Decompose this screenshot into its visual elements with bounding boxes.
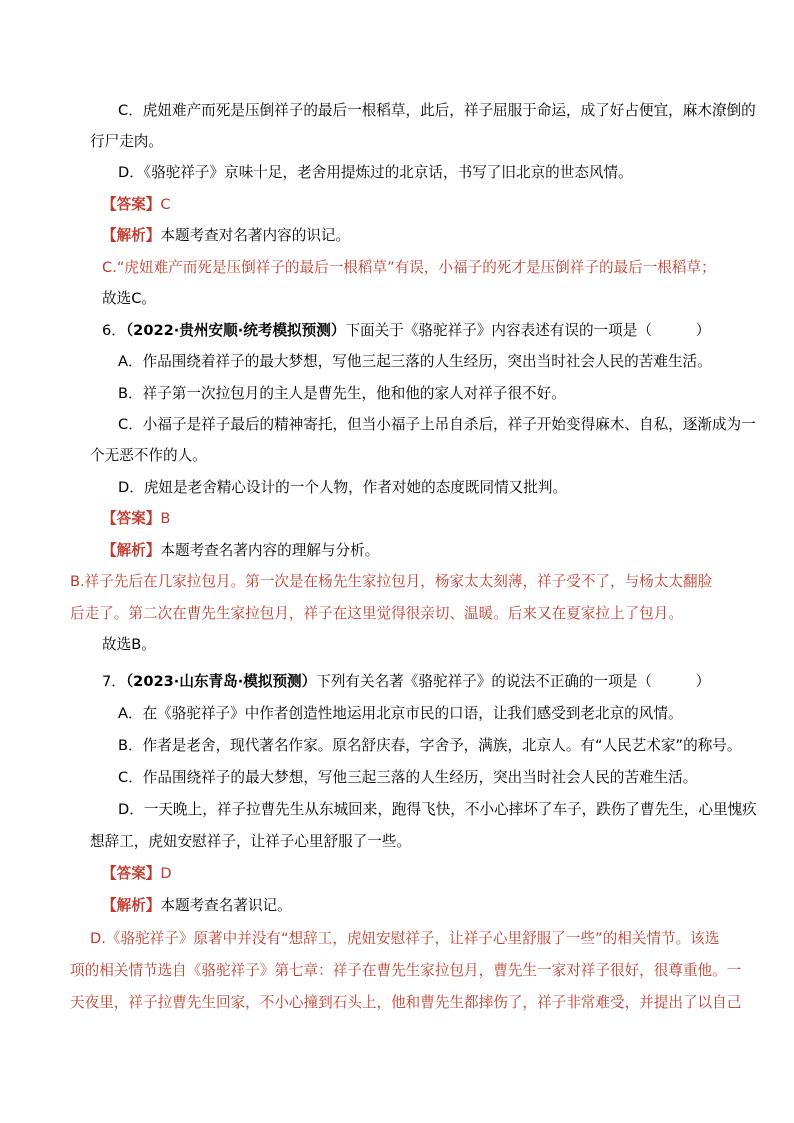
q5-analysis (102, 226, 350, 246)
q7-option-d-line1: D．一天晚上，祥子拉曹先生从东城回来，跑得飞快，不小心摔坏了车子，跌伤了曹先生，心里愧疚 (118, 801, 757, 818)
q6-stem (102, 321, 710, 341)
answer-tag: 【答案】 (102, 865, 161, 882)
analysis-text: 本题考查名著识记。 (160, 897, 292, 914)
q6-explanation-line2: 后走了。第二次在曹先生家拉包月，祥子在这里觉得很亲切、温暖。后来又在夏家拉上了包月。 (70, 605, 683, 622)
q7-question: 下列有关名著《骆驼祥子》的说法不正确的一项是（ ） (316, 673, 711, 690)
q5-option-c-line1: C．虎妞难产而死是压倒祥子的最后一根稻草，此后，祥子屈服于命运，成了好占便宜，麻木潦倒的 (118, 102, 756, 119)
analysis-tag: 【解析】 (102, 897, 161, 914)
q6-option-c-line2: 个无恶不作的人。 (90, 447, 207, 464)
q5-option-c-line2: 行尸走肉。 (90, 133, 163, 150)
q5-explanation-line1: C.“虎妞难产而死是压倒祥子的最后一根稻草”有误，小福子的死才是压倒祥子的最后一根稻草； (102, 259, 716, 276)
q7-option-d-line2: 想辞工，虎妞安慰祥子，让祥子心里舒服了一些。 (90, 833, 412, 850)
q6-answer (102, 509, 170, 529)
answer-tag: 【答案】 (102, 510, 161, 527)
answer-value: C (160, 196, 171, 213)
q6-option-d: D．虎妞是老舍精心设计的一个人物，作者对她的态度既同情又批判。 (118, 479, 568, 496)
q7-stem (102, 672, 710, 692)
analysis-tag: 【解析】 (102, 542, 161, 559)
q6-option-a: A．作品围绕着祥子的最大梦想，写他三起三落的人生经历，突出当时社会人民的苦难生活。 (118, 353, 712, 370)
q7-explanation-line2: 项的相关情节选自《骆驼祥子》第七章：祥子在曹先生家拉包月，曹先生一家对祥子很好，很尊重他。一 (70, 962, 742, 979)
analysis-tag: 【解析】 (102, 227, 161, 244)
q7-option-b: B．作者是老舍，现代著名作家。原名舒庆春，字舍予，满族，北京人。有“人民艺术家”的称号。 (118, 737, 742, 754)
q6-explanation-line1: B.祥子先后在几家拉包月。第一次是在杨先生家拉包月，杨家太太刻薄，祥子受不了，与杨太太翻脸 (70, 573, 713, 590)
q6-option-c-line1: C．小福子是祥子最后的精神寄托，但当小福子上吊自杀后，祥子开始变得麻木、自私，逐渐成为一 (118, 416, 756, 433)
q6-option-b: B．祥子第一次拉包月的主人是曹先生，他和他的家人对祥子很不好。 (118, 385, 566, 402)
q7-source: （2023·山东青岛·模拟预测） (125, 673, 317, 690)
q7-answer (102, 864, 172, 884)
q5-option-d: D．《骆驼祥子》京味十足，老舍用提炼过的北京话，书写了旧北京的世态风情。 (118, 164, 633, 181)
q5-answer (102, 195, 171, 215)
q7-number: 7． (102, 673, 126, 690)
q7-analysis (102, 896, 292, 916)
answer-value: D (160, 865, 172, 882)
analysis-text: 本题考查对名著内容的识记。 (160, 227, 351, 244)
q6-source: （2022·贵州安顺·统考模拟预测） (125, 322, 346, 339)
q7-explanation-line3: 天夜里，祥子拉曹先生回家，不小心撞到石头上，他和曹先生都摔伤了，祥子非常难受，并提出了以自己 (70, 994, 742, 1011)
answer-value: B (160, 510, 171, 527)
q6-number: 6． (102, 322, 126, 339)
q6-analysis (102, 541, 379, 561)
q7-option-a: A．在《骆驼祥子》中作者创造性地运用北京市民的口语，让我们感受到老北京的风情。 (118, 705, 683, 722)
q5-conclusion: 故选C。 (102, 290, 156, 307)
analysis-text: 本题考查名著内容的理解与分析。 (160, 542, 380, 559)
q6-conclusion: 故选B。 (102, 636, 156, 653)
q7-explanation-line1: D.《骆驼祥子》原著中并没有“想辞工，虎妞安慰祥子，让祥子心里舒服了一些”的相关情节。该选 (90, 930, 720, 947)
q6-question: 下面关于《骆驼祥子》内容表述有误的一项是（ ） (345, 322, 711, 339)
answer-tag: 【答案】 (102, 196, 161, 213)
q7-option-c: C．作品围绕祥子的最大梦想，写他三起三落的人生经历，突出当时社会人民的苦难生活。 (118, 769, 698, 786)
